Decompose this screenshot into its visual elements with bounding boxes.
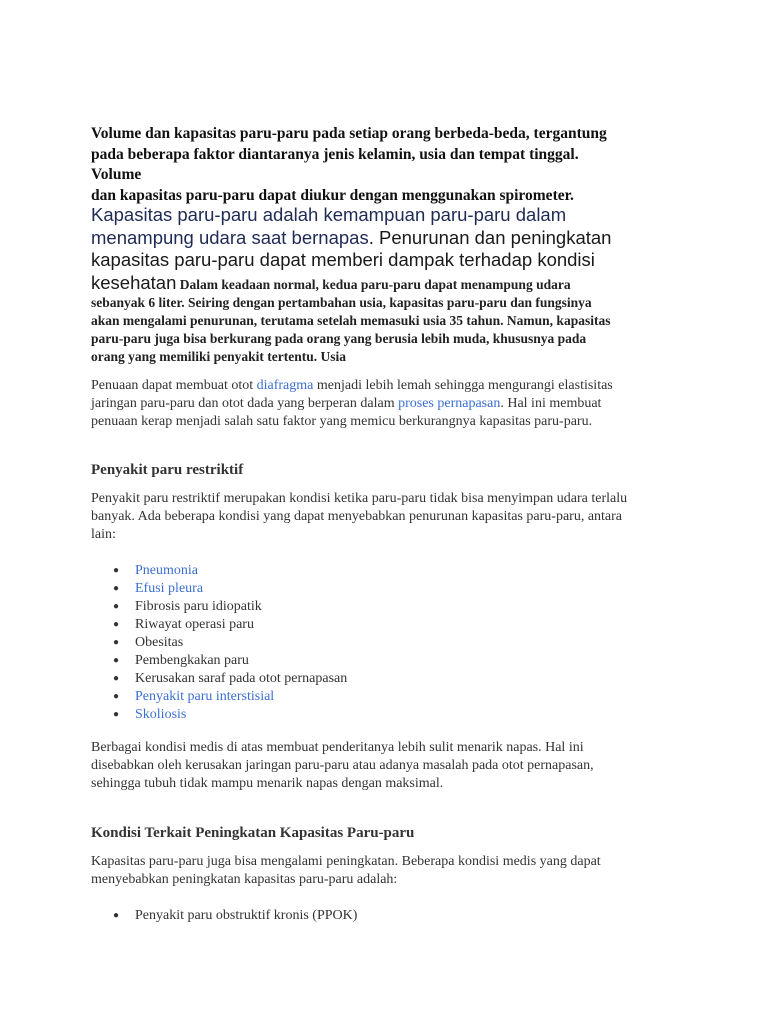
definition-text: kesehatan xyxy=(91,271,177,293)
paragraph-text: Penyakit paru restriktif merupakan kondisi ketika paru-paru tidak bisa menyimpan udara terlalu xyxy=(91,491,628,506)
definition-bold-line: paru-paru juga bisa berkurang pada orang yang berusia lebih muda, khususnya pada xyxy=(91,331,587,346)
list-item xyxy=(113,652,347,670)
bullet-icon: ● xyxy=(113,637,120,648)
section-heading-increase: Kondisi Terkait Peningkatan Kapasitas Paru-paru xyxy=(91,825,415,841)
list-item-label: Penyakit paru obstruktif kronis (PPOK) xyxy=(135,908,358,923)
paragraph-text: . Hal ini membuat xyxy=(500,396,602,411)
list-item[interactable] xyxy=(113,688,347,706)
list-item xyxy=(113,616,347,634)
list-item-label: Pembengkakan paru xyxy=(135,653,249,668)
bullet-icon: ● xyxy=(113,565,120,576)
paragraph-text: menjadi lebih lemah sehingga mengurangi elastisitas xyxy=(313,378,613,393)
paragraph-text: sehingga tubuh tidak mampu menarik napas dengan maksimal. xyxy=(91,776,444,791)
paragraph-text: Kapasitas paru-paru juga bisa mengalami peningkatan. Beberapa kondisi medis yang dapat xyxy=(91,854,601,869)
definition-text: kemampuan paru-paru dalam xyxy=(323,204,567,225)
list-item-link[interactable]: Efusi pleura xyxy=(135,581,204,596)
list-item[interactable] xyxy=(113,580,347,598)
increase-intro xyxy=(91,853,683,889)
paragraph-text: Penuaan dapat membuat otot xyxy=(91,378,257,393)
bullet-icon: ● xyxy=(113,583,120,594)
definition-text: menampung udara saat bernapas xyxy=(91,226,369,248)
bullet-icon: ● xyxy=(113,910,120,921)
intro-line: Volume dan kapasitas paru-paru pada setiap orang berbeda-beda, tergantung xyxy=(91,125,607,142)
paragraph-text: banyak. Ada beberapa kondisi yang dapat menyebabkan penurunan kapasitas paru-paru, antara xyxy=(91,509,623,524)
paragraph-text: menyebabkan peningkatan kapasitas paru-paru adalah: xyxy=(91,872,398,887)
paragraph-text: jaringan paru-paru dan otot dada yang berperan dalam xyxy=(91,396,399,411)
bullet-icon: ● xyxy=(113,673,120,684)
increase-conditions-list xyxy=(113,907,357,925)
definition-bold-line: sebanyak 6 liter. Seiring dengan pertambahan usia, kapasitas paru-paru dan fungsinya xyxy=(91,295,592,310)
definition-text: Kapasitas paru-paru adalah xyxy=(91,204,324,225)
list-item-link[interactable]: Pneumonia xyxy=(135,563,198,578)
section-heading-restrictive: Penyakit paru restriktif xyxy=(91,462,244,478)
list-item-label: Obesitas xyxy=(135,635,184,650)
list-item-link[interactable]: Penyakit paru interstisial xyxy=(135,689,275,704)
restrictive-outro xyxy=(91,739,683,793)
paragraph-text: penuaan kerap menjadi salah satu faktor yang memicu berkurangnya kapasitas paru-paru. xyxy=(91,414,593,429)
list-item-label: Kerusakan saraf pada otot pernapasan xyxy=(135,671,348,686)
list-item[interactable] xyxy=(113,706,347,724)
definition-bold-line: akan mengalami penurunan, terutama setelah memasuki usia 35 tahun. Namun, kapasitas xyxy=(91,313,611,328)
intro-line: Volume xyxy=(91,166,142,183)
restrictive-conditions-list xyxy=(113,562,347,724)
list-item xyxy=(113,598,347,616)
bullet-icon: ● xyxy=(113,601,120,612)
intro-paragraph xyxy=(91,124,683,206)
intro-line: dan kapasitas paru-paru dapat diukur dengan menggunakan spirometer. xyxy=(91,186,574,204)
definition-text: kapasitas paru-paru dapat memberi dampak terhadap kondisi xyxy=(91,249,595,270)
list-item-label: Riwayat operasi paru xyxy=(135,617,254,632)
definition-text: . Penurunan dan peningkatan xyxy=(368,226,612,248)
paragraph-text: disebabkan oleh kerusakan jaringan paru-paru atau adanya masalah pada otot pernapasan, xyxy=(91,758,594,773)
bullet-icon: ● xyxy=(113,709,120,720)
intro-line: pada beberapa faktor diantaranya jenis kelamin, usia dan tempat tinggal. xyxy=(91,145,579,163)
list-item xyxy=(113,907,357,925)
list-item xyxy=(113,670,347,688)
bullet-icon: ● xyxy=(113,655,120,666)
link-diafragma[interactable]: diafragma xyxy=(256,378,314,393)
paragraph-text: lain: xyxy=(91,527,116,542)
list-item xyxy=(113,634,347,652)
restrictive-intro xyxy=(91,490,683,544)
list-item[interactable] xyxy=(113,562,347,580)
bullet-icon: ● xyxy=(113,619,120,630)
bullet-icon: ● xyxy=(113,691,120,702)
list-item-label: Fibrosis paru idiopatik xyxy=(135,599,262,614)
definition-bold-line: orang yang memiliki penyakit tertentu. Usia xyxy=(91,349,346,364)
paragraph-text: Berbagai kondisi medis di atas membuat penderitanya lebih sulit menarik napas. Hal ini xyxy=(91,740,584,755)
link-proses-pernapasan[interactable]: proses pernapasan xyxy=(398,396,501,411)
aging-paragraph xyxy=(91,377,683,431)
definition-paragraph xyxy=(91,204,683,366)
definition-text: Dalam keadaan normal, kedua paru-paru dapat menampung udara xyxy=(176,276,571,292)
list-item-link[interactable]: Skoliosis xyxy=(135,707,187,722)
